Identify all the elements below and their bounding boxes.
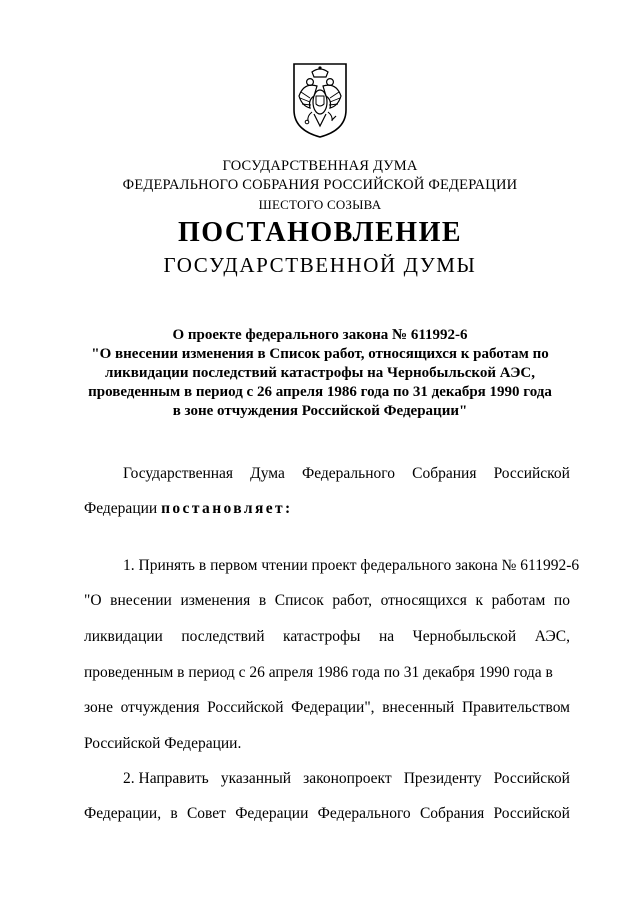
word: по	[553, 592, 570, 609]
word: АЭС,	[534, 628, 570, 645]
word: внесении	[110, 592, 172, 609]
word: указанный	[220, 770, 292, 787]
item1-line-3	[84, 627, 570, 647]
document-subtitle: ГОСУДАРСТВЕННОЙ ДУМЫ	[163, 253, 477, 277]
word: Российской	[207, 699, 284, 716]
preamble-text: Федерации	[84, 500, 162, 517]
subject-line: "О внесении изменения в Список работ, относящихся к работам по	[91, 346, 549, 362]
word: Федерации	[235, 805, 309, 822]
item1-line-5	[84, 698, 570, 718]
org-line-1: ГОСУДАРСТВЕННАЯ ДУМА	[222, 158, 418, 174]
org-line-3: ШЕСТОГО СОЗЫВА	[258, 197, 382, 212]
word: Федерального	[301, 465, 396, 482]
decree-word: постановляет:	[161, 500, 293, 517]
word: внесенный	[382, 699, 455, 716]
word: Федерации,	[84, 805, 162, 822]
word: последствий	[181, 628, 265, 645]
document-title: ПОСТАНОВЛЕНИЕ	[177, 217, 463, 248]
subject-line: О проекте федерального закона № 611992-6	[172, 327, 468, 343]
word: в	[170, 805, 178, 822]
word: 2. Направить	[123, 770, 209, 787]
word: Правительством	[461, 699, 570, 716]
word: законопроект	[303, 770, 392, 787]
word: отчуждения	[120, 699, 200, 716]
word: Федерации",	[291, 699, 375, 716]
word: катастрофы	[283, 628, 361, 645]
subject-line: проведенным в период с 26 апреля 1986 года по 31 декабря 1990 года	[88, 384, 552, 400]
word: Список	[274, 592, 324, 609]
item1-line-6: Российской Федерации.	[84, 735, 242, 752]
word: к	[475, 592, 483, 609]
word: Федерального	[317, 805, 411, 822]
word: Чернобыльской	[412, 628, 517, 645]
preamble-line-1	[123, 464, 570, 484]
word: изменения	[180, 592, 251, 609]
item1-line-4: проведенным в период с 26 апреля 1986 года по 31 декабря 1990 года в	[84, 664, 553, 681]
subject-heading	[60, 326, 580, 421]
word: работ,	[332, 592, 372, 609]
word: Президенту	[403, 770, 482, 787]
word: в	[258, 592, 267, 609]
word: зоне	[84, 699, 113, 716]
word: Российской	[493, 465, 570, 482]
item2-line-1	[123, 769, 570, 789]
word: Государственная	[123, 465, 234, 482]
org-line-2: ФЕДЕРАЛЬНОГО СОБРАНИЯ РОССИЙСКОЙ ФЕДЕРАЦИИ	[122, 177, 518, 193]
word: Собрания	[419, 805, 485, 822]
word: ликвидации	[84, 628, 163, 645]
word: Совет	[186, 805, 226, 822]
russian-coat-of-arms-icon	[290, 60, 350, 140]
preamble-line-2	[84, 499, 293, 519]
word: относящихся	[380, 592, 467, 609]
word: Российской	[493, 770, 570, 787]
word: Российской	[493, 805, 570, 822]
word: "О	[84, 592, 102, 609]
word: Собрания	[412, 465, 477, 482]
subject-line: ликвидации последствий катастрофы на Чернобыльской АЭС,	[105, 365, 535, 381]
subject-line: в зоне отчуждения Российской Федерации"	[172, 403, 468, 419]
item2-line-2	[84, 804, 570, 824]
item1-line-2	[84, 591, 570, 611]
item1-line-1: 1. Принять в первом чтении проект федерального закона № 611992-6	[123, 557, 580, 574]
word: Дума	[250, 465, 285, 482]
word: работам	[491, 592, 546, 609]
word: на	[378, 628, 395, 645]
